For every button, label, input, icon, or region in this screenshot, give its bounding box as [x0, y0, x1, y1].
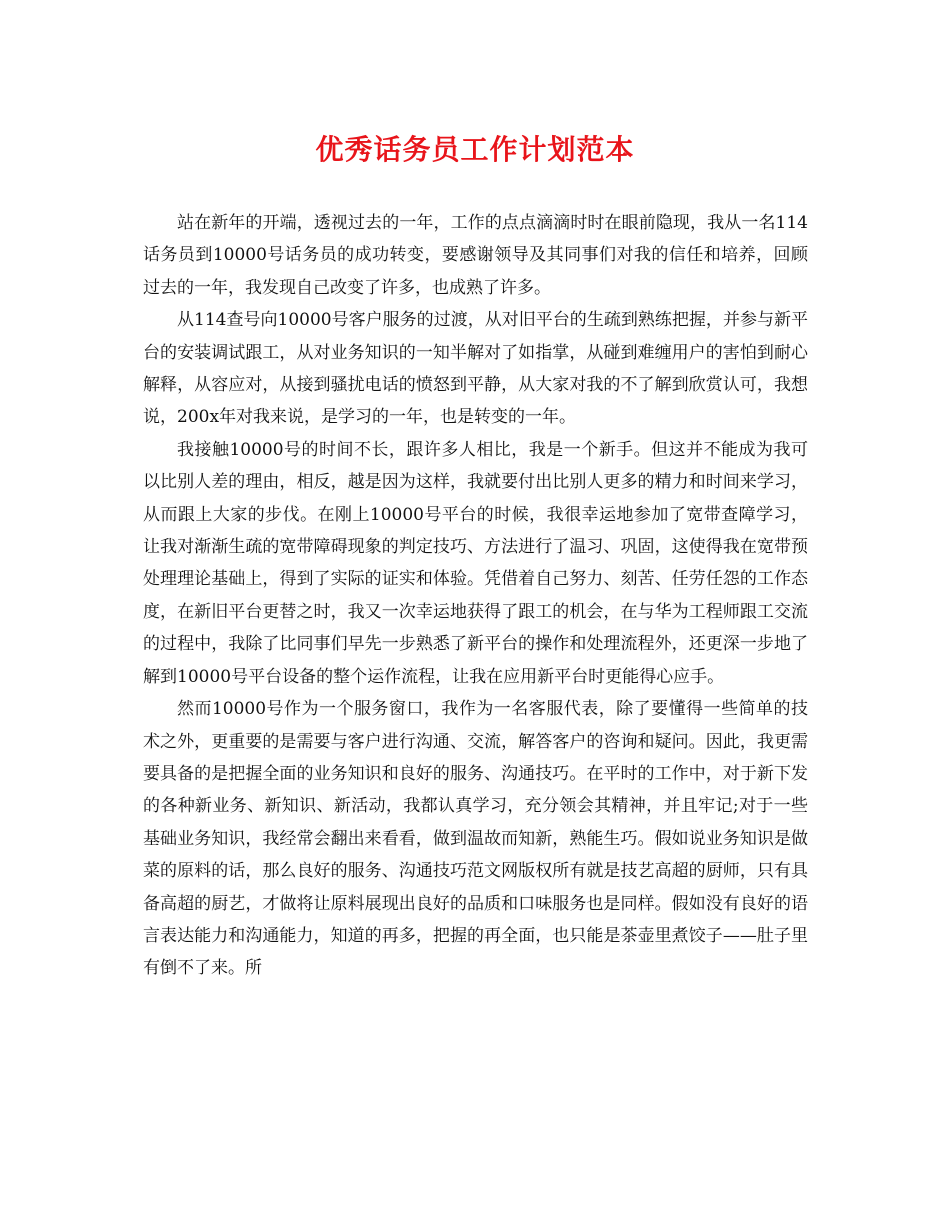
paragraph-3: 我接触10000号的时间不长，跟许多人相比，我是一个新手。但这并不能成为我可以比别人差的理由，相反，越是因为这样，我就要付出比别人更多的精力和时间来学习，从而跟上大家的步伐。在刚上10000号平台的时候，我很幸运地参加了宽带查障学习，让我对渐渐生疏的宽带障碍现象的判定技巧、方法进行了温习、巩固，这使得我在宽带预处理理论基础上，得到了实际的证实和体验。凭借着自己努力、刻苦、任劳任怨的工作态度，在新旧平台更替之时，我又一次幸运地获得了跟工的机会，在与华为工程师跟工交流的过程中，我除了比同事们早先一步熟悉了新平台的操作和处理流程外，还更深一步地了解到10000号平台设备的整个运作流程，让我在应用新平台时更能得心应手。: [143, 439, 808, 687]
paragraph-4: 然而10000号作为一个服务窗口，我作为一名客服代表，除了要懂得一些简单的技术之外，更重要的是需要与客户进行沟通、交流，解答客户的咨询和疑问。因此，我更需要具备的是把握全面的业务知识和良好的服务、沟通技巧。在平时的工作中，对于新下发的各种新业务、新知识、新活动，我都认真学习，充分领会其精神，并且牢记;对于一些基础业务知识，我经常会翻出来看看，做到温故而知新，熟能生巧。假如说业务知识是做菜的原料的话，那么良好的服务、沟通技巧范文网版权所有就是技艺高超的厨师，只有具备高超的厨艺，才做将让原料展现出良好的品质和口味服务也是同样。假如没有良好的语言表达能力和沟通能力，知道的再多，把握的再全面，也只能是茶壶里煮饺子——肚子里有倒不了来。所: [143, 699, 808, 979]
paragraph-1: 站在新年的开端，透视过去的一年，工作的点点滴滴时时在眼前隐现，我从一名114话务员到10000号话务员的成功转变，要感谢领导及其同事们对我的信任和培养，回顾过去的一年，我发现自己改变了许多，也成熟了许多。: [143, 213, 808, 298]
document-title: 优秀话务员工作计划范本: [315, 133, 635, 166]
document-body: [143, 207, 808, 985]
paragraph-2: 从114查号向10000号客户服务的过渡，从对旧平台的生疏到熟练把握，并参与新平台的安装调试跟工，从对业务知识的一知半解对了如指掌，从碰到难缠用户的害怕到耐心解释，从容应对，从接到骚扰电话的愤怒到平静，从大家对我的不了解到欣赏认可，我想说，200x年对我来说，是学习的一年，也是转变的一年。: [143, 310, 808, 428]
